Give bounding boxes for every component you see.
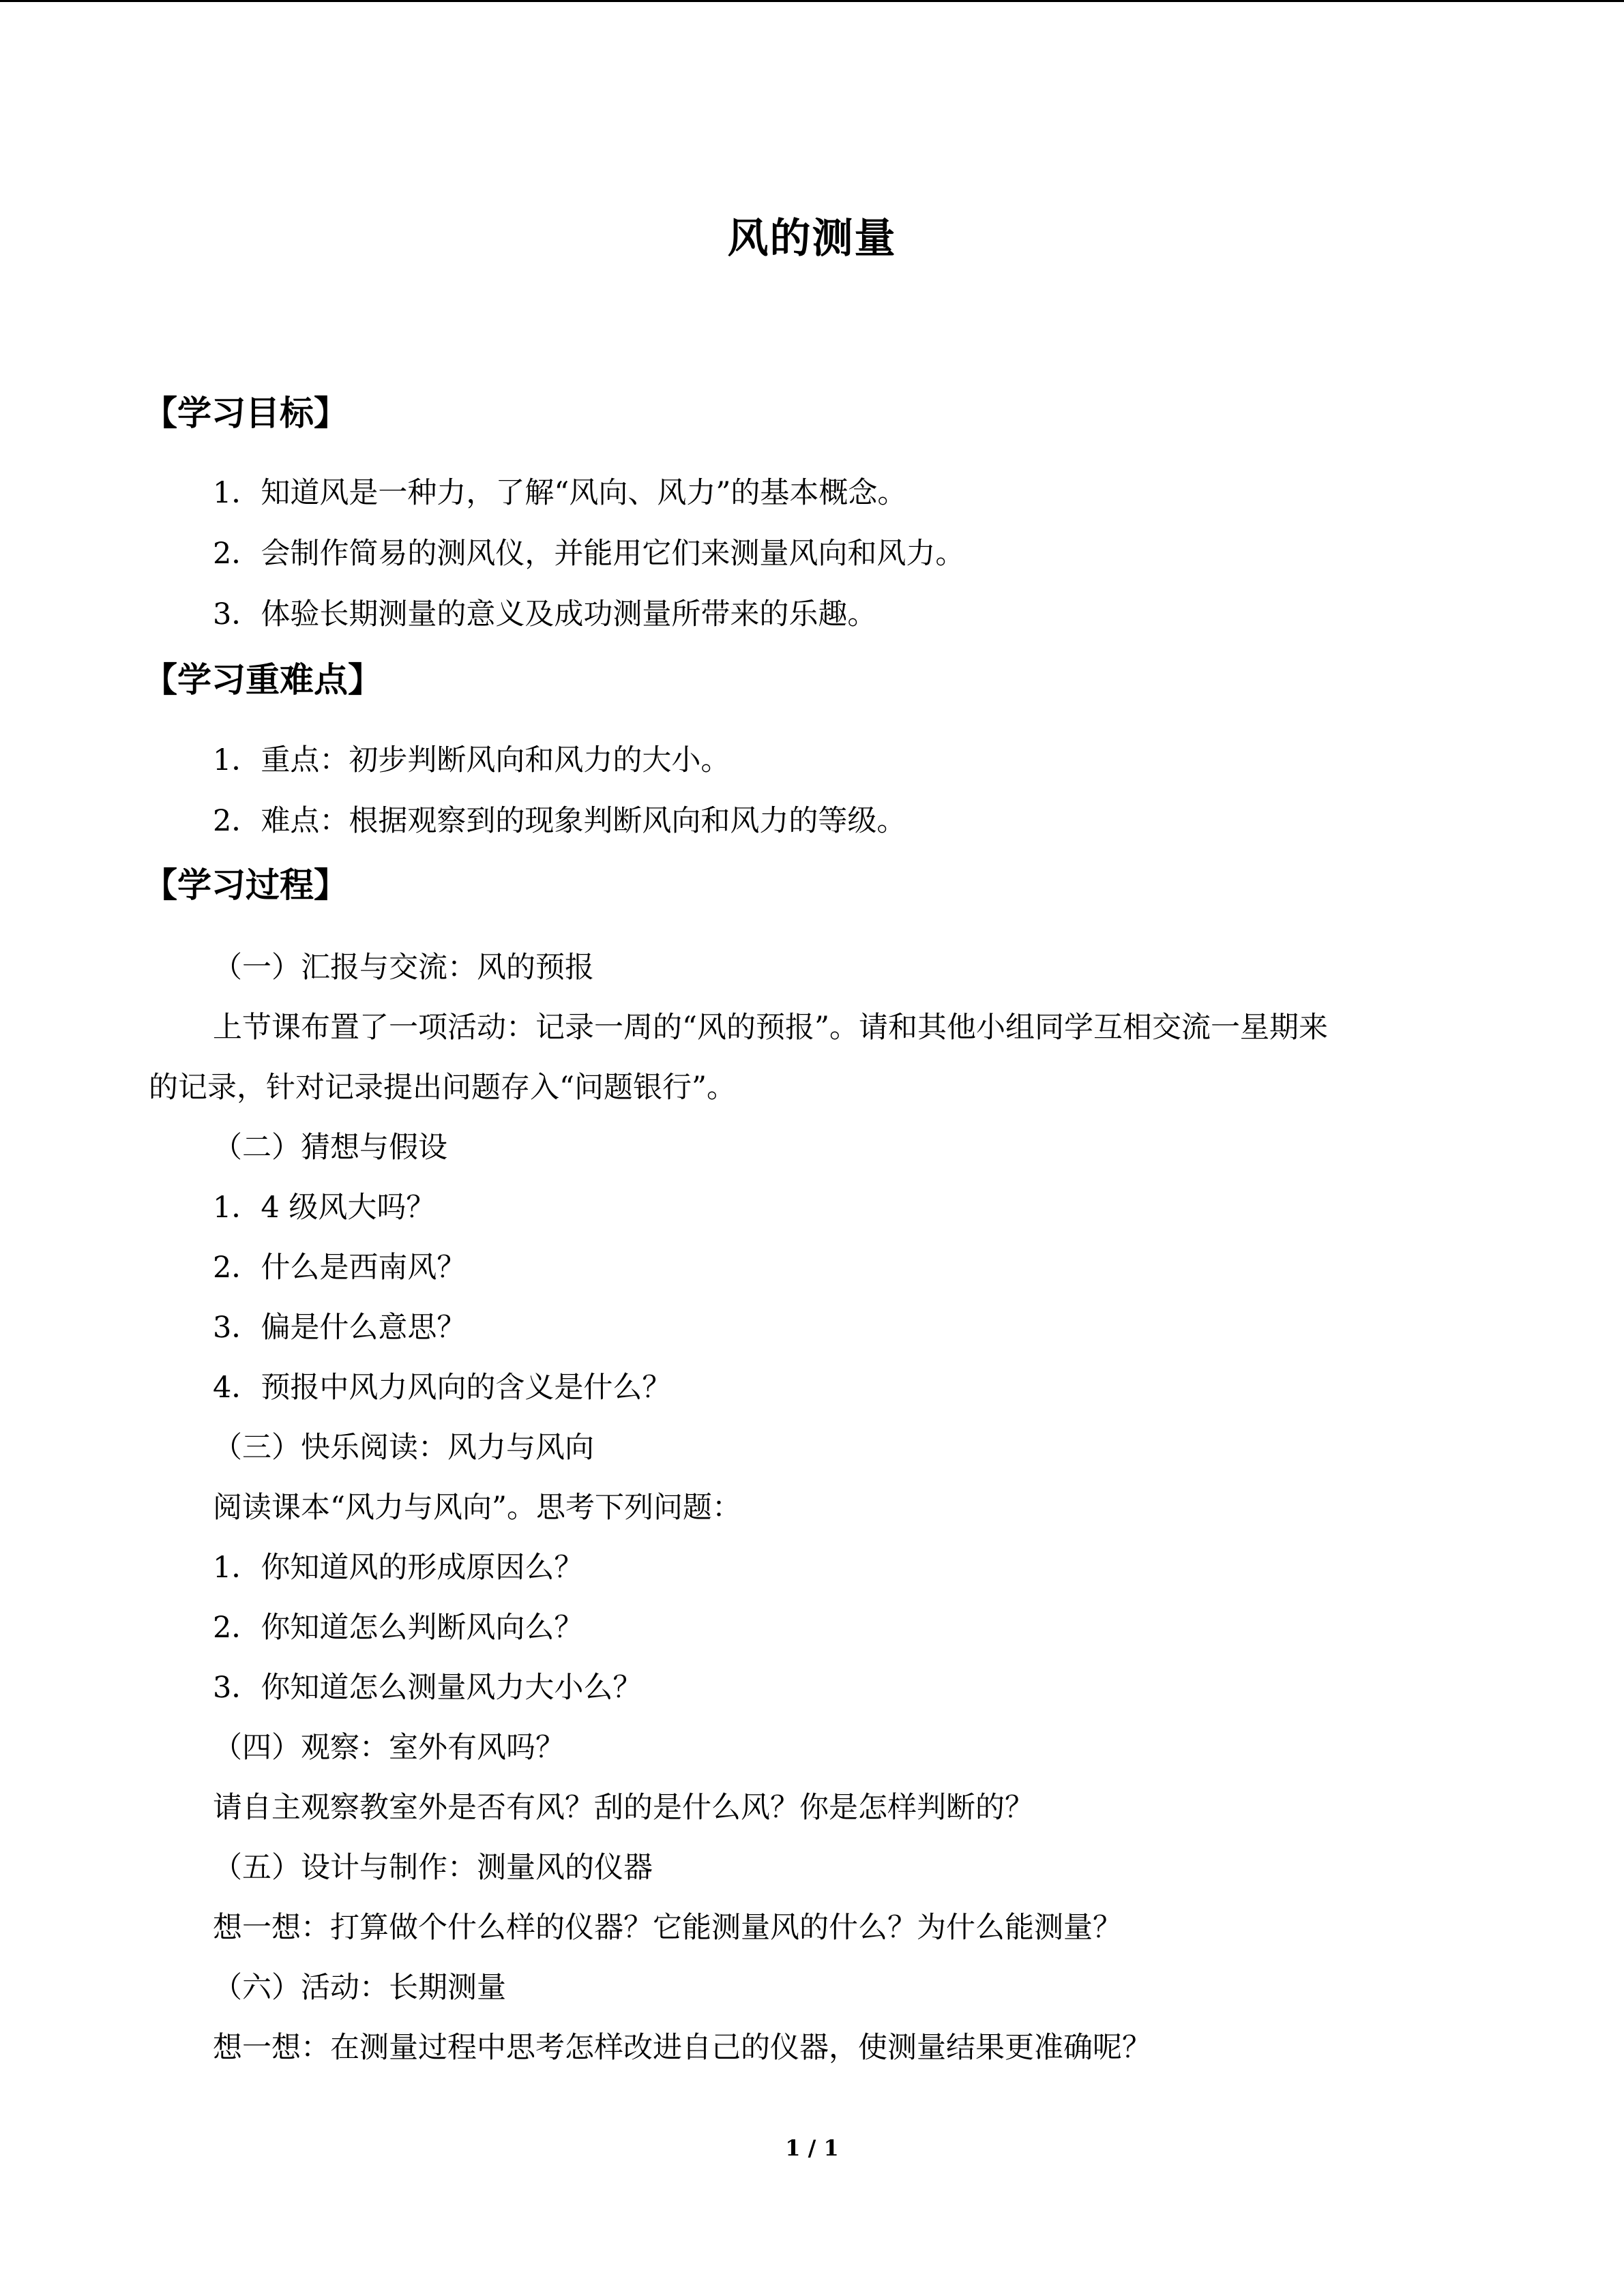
process-line-16: （五）设计与制作：测量风的仪器 <box>213 1851 653 1885</box>
heading-key-points: 【学习重难点】 <box>143 660 382 700</box>
process-line-14: （四）观察：室外有风吗？ <box>213 1731 565 1765</box>
process-line-8: 4．预报中风力风向的含义是什么？ <box>213 1371 672 1405</box>
process-line-12: 2．你知道怎么判断风向么？ <box>213 1611 584 1645</box>
objective-item-3: 3．体验长期测量的意义及成功测量所带来的乐趣。 <box>213 597 877 631</box>
key-point-item-1: 1．重点：初步判断风向和风力的大小。 <box>213 743 730 777</box>
process-line-2: 上节课布置了一项活动：记录一周的“风的预报”。请和其他小组同学互相交流一星期来 <box>213 1011 1328 1045</box>
heading-objectives: 【学习目标】 <box>143 393 348 433</box>
process-line-17: 想一想：打算做个什么样的仪器？它能测量风的什么？为什么能测量？ <box>213 1911 1122 1945</box>
heading-process: 【学习过程】 <box>143 865 348 905</box>
process-line-19: 想一想：在测量过程中思考怎样改进自己的仪器，使测量结果更准确呢？ <box>213 2031 1151 2065</box>
process-line-1: （一）汇报与交流：风的预报 <box>213 951 594 985</box>
process-line-3: 的记录，针对记录提出问题存入“问题银行”。 <box>149 1071 736 1105</box>
page-title: 风的测量 <box>727 215 897 263</box>
objective-item-1: 1．知道风是一种力，了解“风向、风力”的基本概念。 <box>213 476 907 510</box>
process-line-13: 3．你知道怎么测量风力大小么？ <box>213 1671 643 1705</box>
page-number: 1 / 1 <box>785 2135 839 2161</box>
process-line-11: 1．你知道风的形成原因么？ <box>213 1551 584 1585</box>
process-line-5: 1．4 级风大吗？ <box>213 1191 436 1225</box>
process-line-15: 请自主观察教室外是否有风？刮的是什么风？你是怎样判断的？ <box>213 1791 1034 1825</box>
process-line-7: 3．偏是什么意思？ <box>213 1311 467 1345</box>
process-line-4: （二）猜想与假设 <box>213 1131 447 1165</box>
key-point-item-2: 2．难点：根据观察到的现象判断风向和风力的等级。 <box>213 804 906 838</box>
process-line-18: （六）活动：长期测量 <box>213 1971 506 2005</box>
process-line-9: （三）快乐阅读：风力与风向 <box>213 1431 594 1465</box>
objective-item-2: 2．会制作简易的测风仪，并能用它们来测量风向和风力。 <box>213 537 965 571</box>
process-line-10: 阅读课本“风力与风向”。思考下列问题： <box>213 1491 741 1525</box>
process-line-6: 2．什么是西南风？ <box>213 1251 467 1285</box>
